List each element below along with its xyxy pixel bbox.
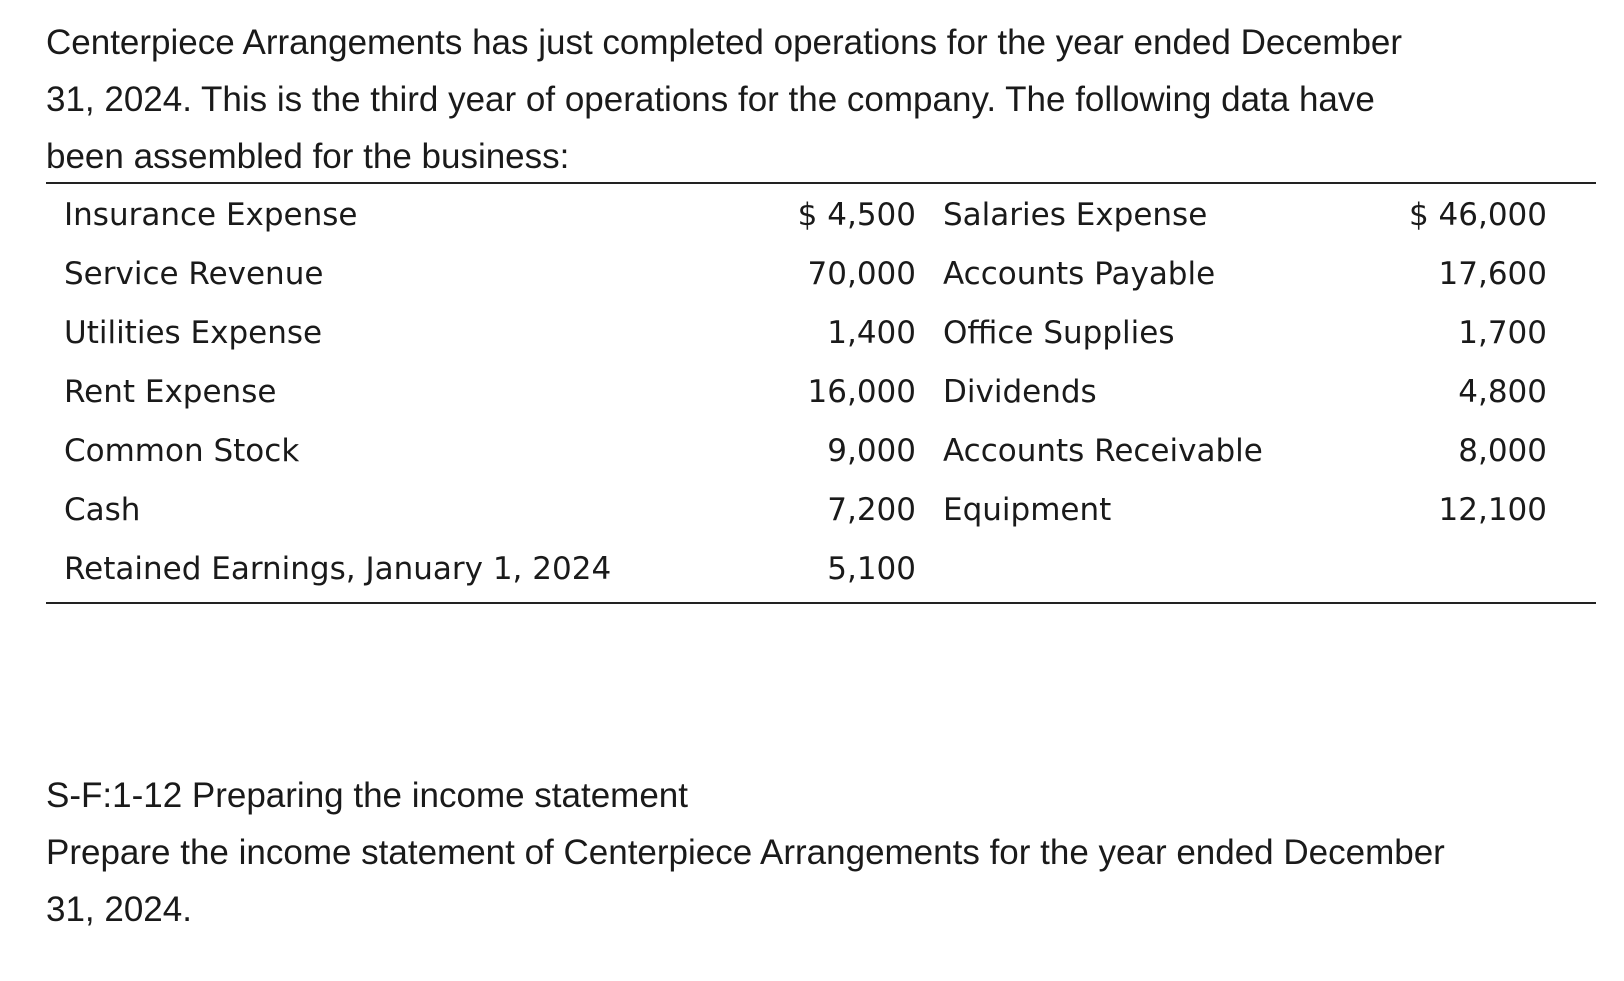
table-row (46, 372, 1596, 412)
account-amount: 9,000 (827, 433, 916, 469)
account-amount: 16,000 (807, 374, 916, 410)
account-amount: 4,800 (1458, 374, 1547, 410)
table-row (46, 313, 1596, 353)
exercise-title: S-F:1-12 Preparing the income statement (46, 776, 688, 815)
table-row (46, 431, 1596, 471)
account-name: Office Supplies (943, 315, 1175, 351)
account-amount: 12,100 (1438, 492, 1547, 528)
account-amount: 7,200 (827, 492, 916, 528)
intro-line: Centerpiece Arrangements has just completed operations for the year ended December (46, 23, 1403, 62)
table-row (46, 549, 1596, 589)
account-name: Dividends (943, 374, 1097, 410)
table-row (46, 254, 1596, 294)
account-name: Equipment (943, 492, 1112, 528)
account-name: Cash (64, 492, 141, 528)
problem-intro (46, 14, 1606, 185)
exercise-instruction-line: Prepare the income statement of Centerpiece Arrangements for the year ended December (46, 833, 1445, 872)
account-name: Insurance Expense (64, 197, 358, 233)
intro-line: 31, 2024. This is the third year of operations for the company. The following data have (46, 80, 1375, 119)
account-amount: 1,700 (1458, 315, 1547, 351)
account-amount: 5,100 (827, 551, 916, 587)
account-name: Utilities Expense (64, 315, 323, 351)
account-amount: $ 4,500 (797, 197, 916, 233)
account-name: Rent Expense (64, 374, 277, 410)
account-name: Salaries Expense (943, 197, 1208, 233)
account-amount: 8,000 (1458, 433, 1547, 469)
account-name: Common Stock (64, 433, 300, 469)
account-name: Retained Earnings, January 1, 2024 (64, 551, 612, 587)
account-amount: 70,000 (807, 256, 916, 292)
account-amount: 1,400 (827, 315, 916, 351)
account-name: Service Revenue (64, 256, 324, 292)
exercise-block (46, 767, 1606, 938)
exercise-instruction-line: 31, 2024. (46, 890, 192, 929)
intro-line: been assembled for the business: (46, 137, 570, 176)
account-amount: 17,600 (1438, 256, 1547, 292)
account-name: Accounts Payable (943, 256, 1216, 292)
account-data-table (46, 182, 1596, 604)
account-amount: $ 46,000 (1408, 197, 1547, 233)
account-name: Accounts Receivable (943, 433, 1263, 469)
table-row (46, 195, 1596, 235)
table-row (46, 490, 1596, 530)
